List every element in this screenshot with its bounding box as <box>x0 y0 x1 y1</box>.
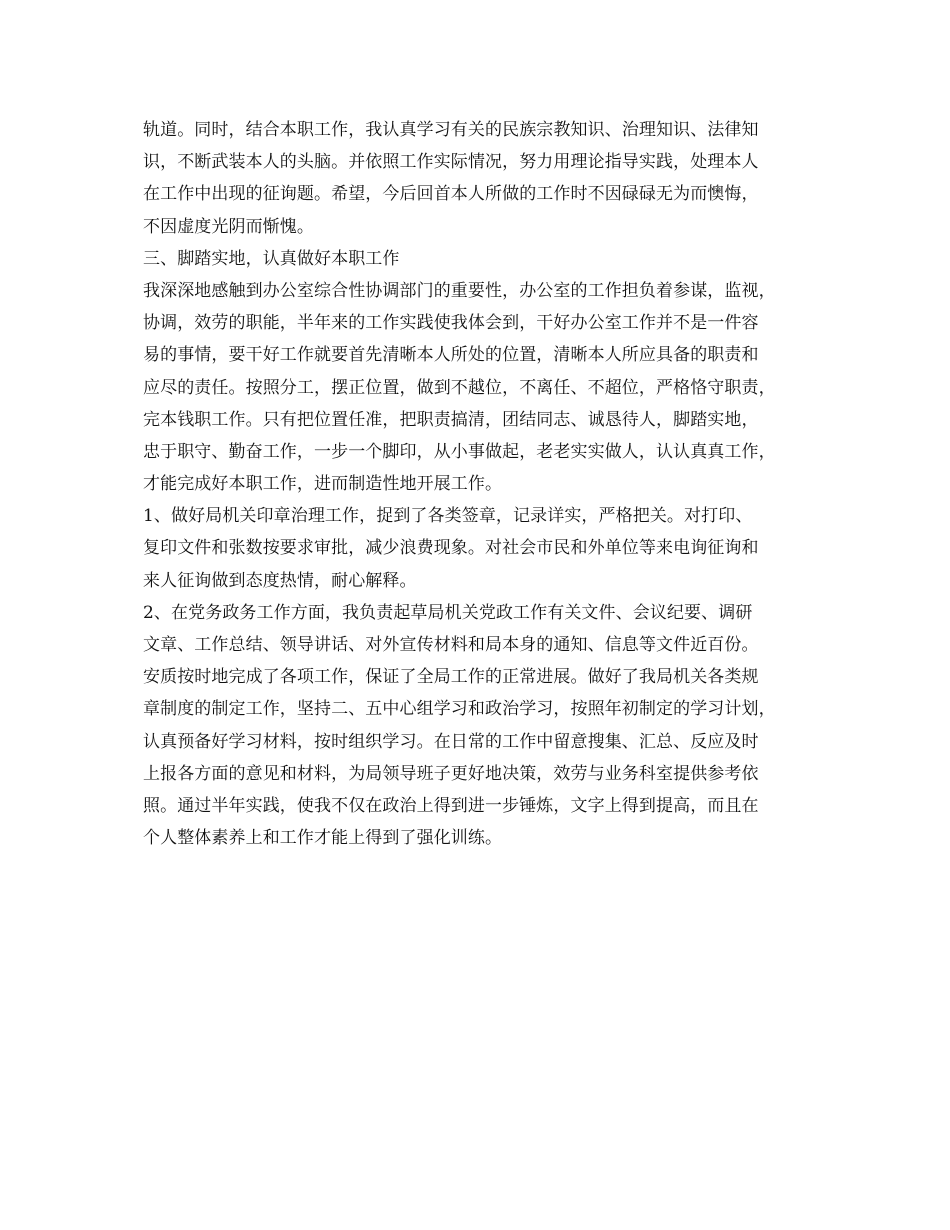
text-line: 复印文件和张数按要求审批，减少浪费现象。对社会市民和外单位等来电询征询和 <box>143 538 759 559</box>
text-line: 不因虚度光阴而惭愧。 <box>143 216 314 237</box>
text-line: 来人征询做到态度热情，耐心解释。 <box>143 570 417 591</box>
text-line: 才能完成好本职工作，进而制造性地开展工作。 <box>143 474 503 495</box>
text-line: 文章、工作总结、领导讲话、对外宣传材料和局本身的通知、信息等文件近百份。 <box>143 635 759 655</box>
text-line: 我深深地感触到办公室综合性协调部门的重要性，办公室的工作担负着参谋，监视， <box>143 280 776 301</box>
text-line: 忠于职守、勤奋工作，一步一个脚印，从小事做起，老老实实做人，认认真真工作， <box>143 441 776 462</box>
body-text <box>143 114 833 854</box>
section-heading: 三、脚踏实地，认真做好本职工作 <box>143 248 400 269</box>
text-line: 应尽的责任。按照分工，摆正位置，做到不越位，不离任、不超位，严格恪守职责， <box>143 377 776 398</box>
text-line: 协调，效劳的职能，半年来的工作实践使我体会到，干好办公室工作并不是一件容 <box>143 313 759 334</box>
text-line: 章制度的制定工作，坚持二、五中心组学习和政治学习，按照年初制定的学习计划， <box>143 699 776 720</box>
text-line: 完本钱职工作。只有把位置任准，把职责搞清，团结同志、诚恳待人，脚踏实地， <box>143 409 759 430</box>
text-line: 2、在党务政务工作方面，我负责起草局机关党政工作有关文件、会议纪要、调研 <box>143 602 753 623</box>
text-line: 识，不断武装本人的头脑。并依照工作实际情况，努力用理论指导实践，处理本人 <box>143 152 759 173</box>
text-line: 易的事情，要干好工作就要首先清晰本人所处的位置，清晰本人所应具备的职责和 <box>143 345 759 366</box>
text-line: 安质按时地完成了各项工作，保证了全局工作的正常进展。做好了我局机关各类规 <box>143 667 759 688</box>
text-line: 照。通过半年实践，使我不仅在政治上得到进一步锤炼，文字上得到提高，而且在 <box>143 795 759 816</box>
text-line: 上报各方面的意见和材料，为局领导班子更好地决策，效劳与业务科室提供参考依 <box>143 763 759 784</box>
text-line: 认真预备好学习材料，按时组织学习。在日常的工作中留意搜集、汇总、反应及时 <box>143 731 759 752</box>
text-line: 1、做好局机关印章治理工作，捉到了各类签章，记录详实，严格把关。对打印、 <box>143 506 753 527</box>
text-line: 个人整体素养上和工作才能上得到了强化训练。 <box>143 828 503 849</box>
text-line: 在工作中出现的征询题。希望，今后回首本人所做的工作时不因碌碌无为而懊悔， <box>143 184 759 205</box>
text-line: 轨道。同时，结合本职工作，我认真学习有关的民族宗教知识、治理知识、法律知 <box>143 120 759 140</box>
